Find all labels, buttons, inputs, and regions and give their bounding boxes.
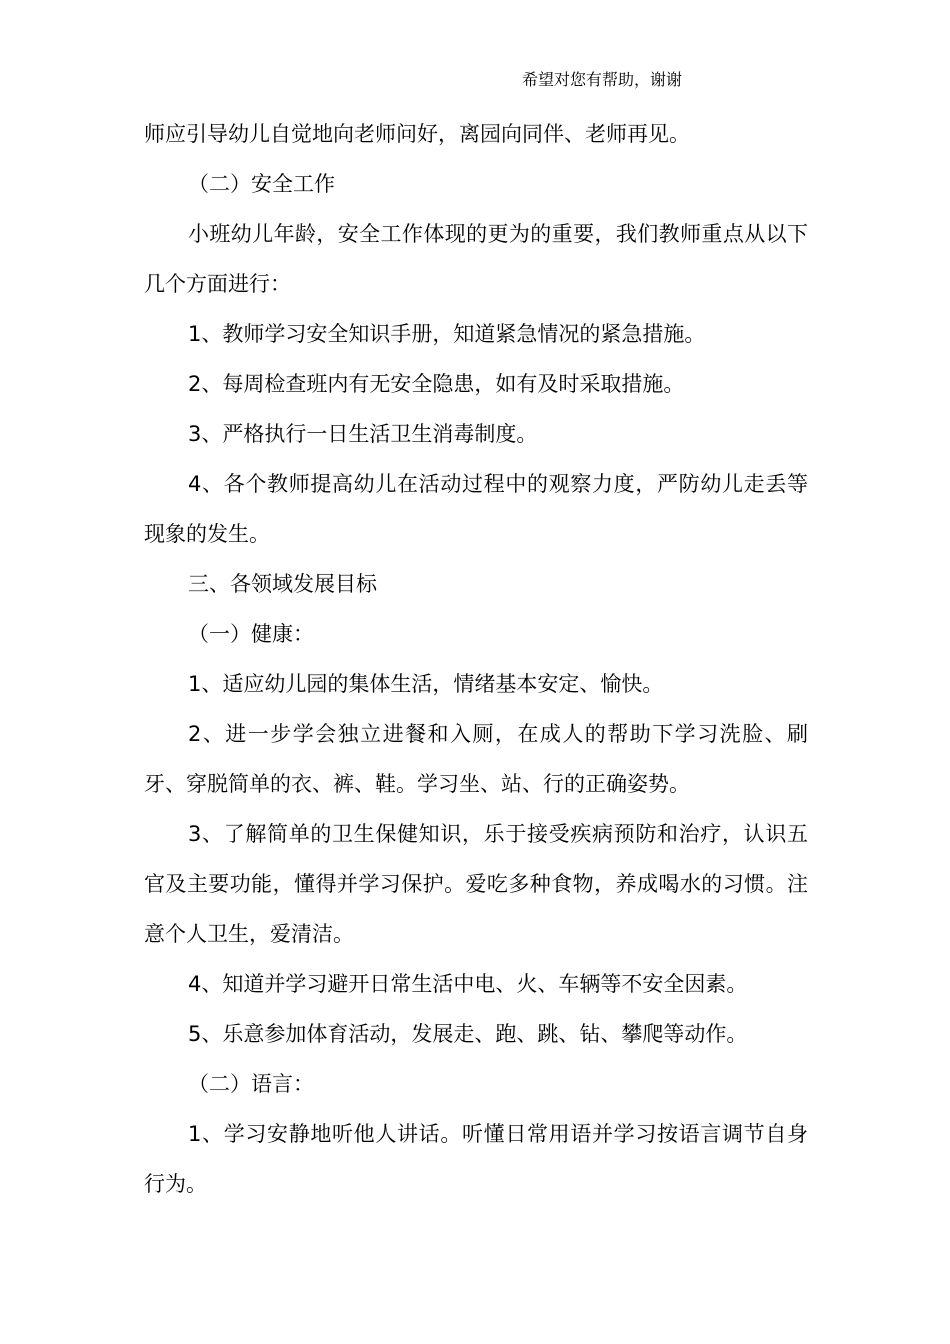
section-heading-safety: （二）安全工作 — [188, 172, 335, 196]
section-heading-goals: 三、各领域发展目标 — [188, 572, 377, 596]
page-header-text: 希望对您有帮助，谢谢 — [522, 70, 683, 89]
list-item-health-5: 5、乐意参加体育活动，发展走、跑、跳、钻、攀爬等动作。 — [188, 1022, 748, 1046]
list-item-health-2: 2、进一步学会独立进餐和入厕，在成人的帮助下学习洗脸、刷牙、穿脱简单的衣、裤、鞋。学习坐、站、行的正确姿势。 — [144, 722, 808, 796]
document-body — [144, 109, 808, 1209]
list-item-safety-4: 4、各个教师提高幼儿在活动过程中的观察力度，严防幼儿走丢等现象的发生。 — [144, 472, 808, 546]
subsection-heading-language: （二）语言： — [188, 1072, 314, 1096]
list-item-health-1: 1、适应幼儿园的集体生活，情绪基本安定、愉快。 — [188, 672, 664, 696]
paragraph-continuation: 师应引导幼儿自觉地向老师问好，离园向同伴、老师再见。 — [144, 122, 690, 146]
subsection-heading-health: （一）健康： — [188, 622, 314, 646]
list-item-safety-1: 1、教师学习安全知识手册，知道紧急情况的紧急措施。 — [188, 322, 706, 346]
list-item-health-3: 3、了解简单的卫生保健知识，乐于接受疾病预防和治疗，认识五官及主要功能，懂得并学习保护。爱吃多种食物，养成喝水的习惯。注意个人卫生，爱清洁。 — [144, 822, 808, 946]
list-item-safety-2: 2、每周检查班内有无安全隐患，如有及时采取措施。 — [188, 372, 685, 396]
list-item-language-1: 1、学习安静地听他人讲话。听懂日常用语并学习按语言调节自身行为。 — [144, 1122, 808, 1196]
list-item-health-4: 4、知道并学习避开日常生活中电、火、车辆等不安全因素。 — [188, 972, 748, 996]
paragraph-safety-intro: 小班幼儿年龄，安全工作体现的更为的重要，我们教师重点从以下几个方面进行： — [144, 222, 808, 296]
list-item-safety-3: 3、严格执行一日生活卫生消毒制度。 — [188, 422, 538, 446]
